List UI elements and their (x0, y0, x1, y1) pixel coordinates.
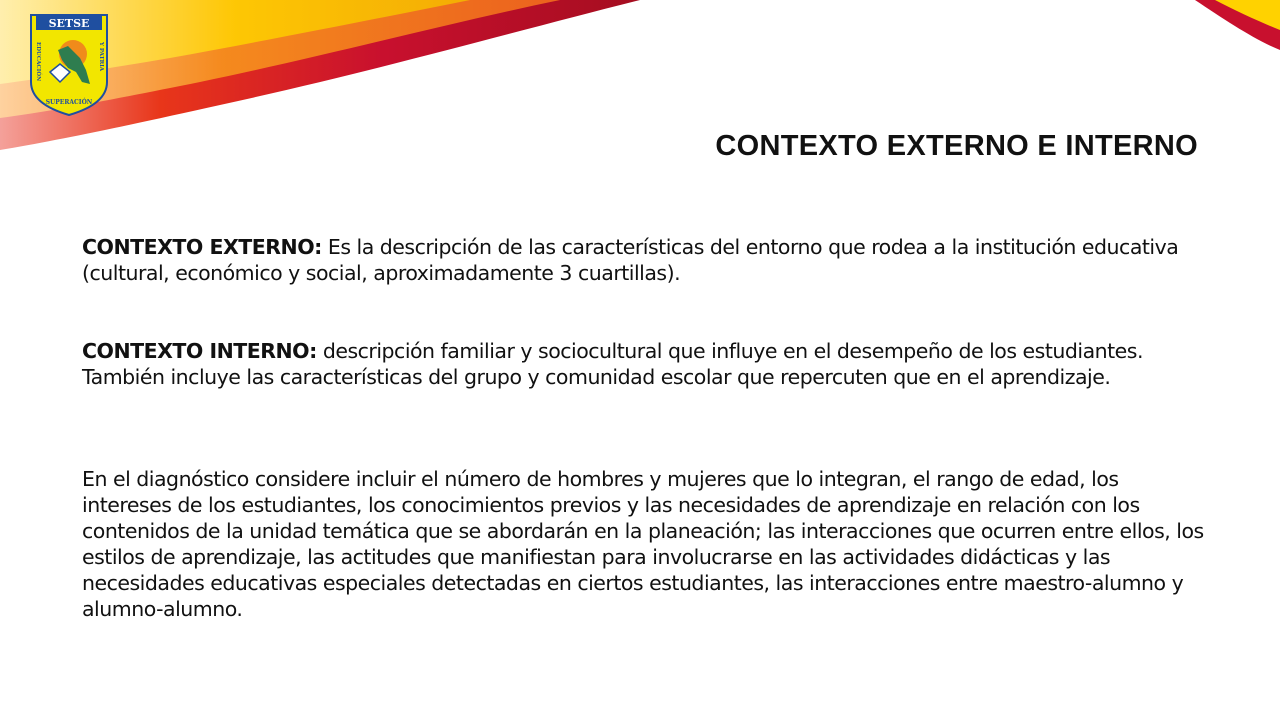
setse-seal-icon (28, 12, 110, 118)
paragraph-label-internal: CONTEXTO INTERNO: (82, 339, 317, 363)
paragraph-internal-context (82, 338, 1207, 390)
seal-bottom-text: SUPERACIÓN (45, 99, 93, 106)
seal-left-text: EDUCACIÓN (35, 42, 41, 82)
paragraph-body-diagnosis: En el diagnóstico considere incluir el número de hombres y mujeres que lo integran, el rango de edad, los intereses de los estudiantes, los conocimientos previos y las necesidades de aprendizaje en relación con los contenidos de la unidad temática que se abordarán en la planeación; las interacciones que ocurren entre ellos, los estilos de aprendizaje, las actitudes que manifiestan para involucrarse en las actividades didácticas y las necesidades educativas especiales detectadas en ciertos estudiantes, las interacciones entre maestro-alumno y alumno-alumno. (82, 467, 1204, 621)
paragraph-external-context (82, 234, 1207, 286)
paragraph-diagnosis (82, 466, 1207, 622)
paragraph-label-external: CONTEXTO EXTERNO: (82, 235, 322, 259)
seal-top-text: SETSE (48, 17, 90, 30)
seal-right-text: Y PATRIA (98, 42, 104, 72)
paragraph-body-external: Es la descripción de las características del entorno que rodea a la institución educativa (cultural, económico y social, aproximadamente 3 cuartillas). (82, 235, 1179, 285)
paragraph-body-internal: descripción familiar y sociocultural que influye en el desempeño de los estudiantes. También incluye las características del grupo y comunidad escolar que repercuten que en el aprendizaje. (82, 339, 1143, 389)
slide-title: CONTEXTO EXTERNO E INTERNO (715, 130, 1198, 162)
